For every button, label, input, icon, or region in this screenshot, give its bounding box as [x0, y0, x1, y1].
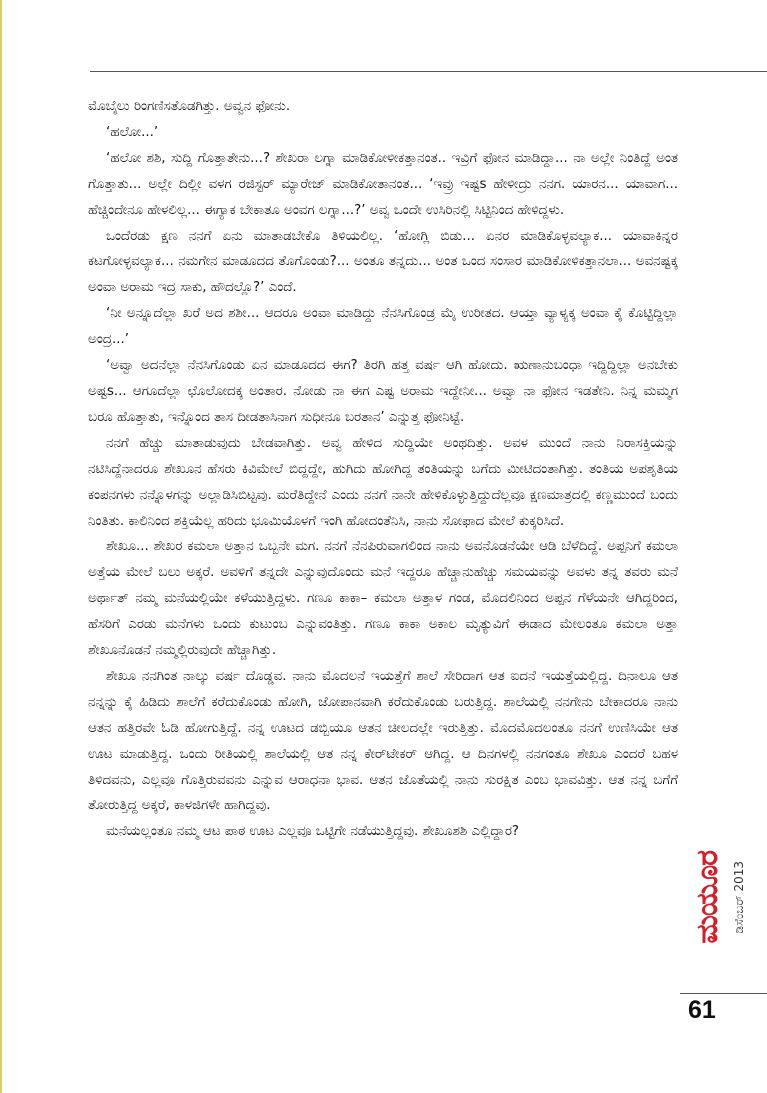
article-paragraph: ಶೇಖೂ... ಶೇಖರ ಕಮಲಾ ಅತ್ತಾನ ಒಬ್ಬನೇ ಮಗ. ನನಗೆ ನೆನಪಿರುವಾಗಲಿಂದ ನಾನು ಅವನೊಡನೆಯೇ ಆಡಿ ಬೆಳೆದಿದ್ದೆ. ಅಪ್ಪನಿಗೆ ಕಮಲಾ ಅತ್ತೆಯ ಮೇಲೆ ಬಲು ಅಕ್ಕರೆ. ಅವಳಿಗೆ ತನ್ನದೇ ಎನ್ನುವುದೊಂದು ಮನೆ ಇದ್ದರೂ ಹೆಚ್ಚಾನುಹೆಚ್ಚು ಸಮಯವನ್ನು ಅವಳು ತನ್ನ ತವರು ಮನೆ ಅರ್ಥಾತ್ ನಮ್ಮ ಮನೆಯಲ್ಲಿಯೇ ಕಳೆಯುತ್ತಿದ್ದಳು. ಗಣೂ ಕಾಕಾ– ಕಮಲಾ ಅತ್ತಾಳ ಗಂಡ, ಮೊದಲಿನಿಂದ ಅಪ್ಪನ ಗೆಳೆಯನೇ ಆಗಿದ್ದರಿಂದ, ಹೆಸರಿಗೆ ಎರಡು ಮನೆಗಳು ಒಂದು ಕುಟುಂಬ ಎನ್ನುವಂತಿತ್ತು. ಗಣೂ ಕಾಕಾ ಅಕಾಲ ಮೃತ್ಯುವಿಗೆ ಈಡಾದ ಮೇಲಂತೂ ಕಮಲಾ ಅತ್ತಾ ಶೇಖೂನೊಡನೆ ನಮ್ಮಲ್ಲಿರುವುದೇ ಹೆಚ್ಚಾಗಿತ್ತು. [88, 539, 678, 659]
article-paragraph: ‘ಹಲೋ ಶಶಿ, ಸುದ್ದಿ ಗೊತ್ತಾತೇನು...? ಶೇಖರಾ ಲಗ್ನಾ ಮಾಡಿಕೋಳೀಕತ್ತಾನಂತ.. ಇವ್ರಿಗೆ ಫೋನ ಮಾಡಿದ್ದಾ... ನಾ ಅಲ್ಲೇ ನಿಂತಿದ್ದೆ ಅಂತ ಗೊತ್ತಾತು... ಅಲ್ಲೇ ದಿಲ್ಲೀ ವಳಗ ರಜಿಸ್ಟರ್ ಮ್ಯಾರೇಜ್ ಮಾಡಿಕೋತಾನಂತ... ‘ಇವ್ರು ಇಷ್ಟs ಹೇಳೀದ್ರು ನನಗ. ಯಾರನ... ಯಾವಾಗ... ಹೆಚ್ಚಿಂದೇನೂ ಹೇಳಲಿಲ್ಲ... ಈಗ್ಯಾಕ ಬೇಕಾತೂ ಅಂವಗ ಲಗ್ನಾ...?’ ಅವ್ವ ಒಂದೇ ಉಸಿರಿನಲ್ಲಿ ಸಿಟ್ಟಿನಿಂದ ಹೇಳಿದ್ದಳು. [88, 150, 678, 218]
magazine-logo [690, 812, 724, 982]
page-number: 61 [688, 996, 716, 1024]
article-paragraph: ಒಂದೆರಡು ಕ್ಷಣ ನನಗೆ ಏನು ಮಾತಾಡಬೇಕೊ ತಿಳಿಯಲಿಲ್ಲ. ‘ಹೋಗ್ಲಿ ಬಿಡು... ಏನರ ಮಾಡಿಕೊಳ್ಳವಲ್ಯಾಕ... ಯಾವಾಕಿನ್ನರ ಕಟಗೋಳ್ಳವಲ್ಯಾಕ... ನಮಗೇನ ಮಾಡೂದದ ತೊಗೊಂಡು?... ಅಂತೂ ತನ್ನದು... ಅಂತ ಒಂದ ಸಂಸಾರ ಮಾಡಿಕೋಳಿಕತ್ತಾನಲಾ... ಅವನಷ್ಟಕ್ಕ ಅಂವಾ ಅರಾಮ ಇದ್ರ ಸಾಕು, ಹೌದಲ್ಲೊ?’ ಎಂದೆ. [88, 228, 678, 296]
article-paragraph: ‘ಅವ್ವಾ ಅದನೆಲ್ಲಾ ನೆನಸಿಗೊಂಡು ಏನ ಮಾಡೂದದ ಈಗ? ತಿರಗಿ ಹತ್ತ ವರ್ಷ ಆಗಿ ಹೋದು. ಋಣಾನುಬಂಧಾ ಇದ್ದಿದ್ದಿಲ್ಲಾ ಅನಬೇಕು ಅಷ್ಟs... ಆಗೂದೆಲ್ಲಾ ಛೊಲೋದಕ್ಕ ಅಂತಾರ. ನೋಡು ನಾ ಈಗ ಎಷ್ಟ ಅರಾಮ ಇದ್ದೇನೀ... ಅವ್ವಾ ನಾ ಫೋನ ಇಡತೇನಿ. ನಿನ್ನ ಮಮ್ಮಗ ಬರೂ ಹೊತ್ತಾತು, ಇನ್ನೊಂದ ತಾಸ ದೀಡತಾಸಿನಾಗ ಸುಧೀನೂ ಬರತಾನ’ ಎನ್ನುತ್ತ ಫೋನಿಟ್ಟೆ. [88, 358, 678, 425]
article-body [88, 94, 678, 845]
article-paragraph: ಮನೆಯಲ್ಲಂತೂ ನಮ್ಮ ಆಟ ಪಾಠ ಊಟ ಎಲ್ಲವೂ ಒಟ್ಟಿಗೇ ನಡೆಯುತ್ತಿದ್ದವು. ಶೇಖೂಶಶಿ ಎಲ್ಲಿದ್ದಾರ? [106, 824, 520, 840]
magazine-name: ಮಯೂರ [689, 850, 725, 944]
article-paragraph: ಮೊಬೈಲು ರಿಂಗಣಿಸತೊಡಗಿತ್ತು. ಅವ್ವನ ಫೋನು. [88, 99, 291, 114]
article-paragraph: ನನಗೆ ಹೆಚ್ಚು ಮಾತಾಡುವುದು ಬೇಡವಾಗಿತ್ತು. ಅವ್ವ ಹೇಳಿದ ಸುದ್ದಿಯೇ ಅಂಥದಿತ್ತು. ಅವಳ ಮುಂದೆ ನಾನು ನಿರಾಸಕ್ತಿಯನ್ನು ನಟಿಸಿದ್ದೆನಾದರೂ ಶೇಖೂನ ಹೆಸರು ಕಿವಿಮೇಲೆ ಬಿದ್ದದ್ದೇ, ಹುಗಿದು ಹೋಗಿದ್ದ ತಂತಿಯನ್ನು ಬಗೆದು ಮೀಟಿದಂತಾಗಿತ್ತು. ತಂತಿಯ ಅಪಶೃತಿಯ ಕಂಪನಗಳು ನನ್ನೊಳಗನ್ನು ಅಲ್ಲಾಡಿಸಿಬಿಟ್ಟವು. ಮರೆತಿದ್ದೇನೆ ಎಂದು ನನಗೆ ನಾನೇ ಹೇಳಿಕೊಳ್ಳುತ್ತಿದ್ದುದೆಲ್ಲವೂ ಕ್ಷಣಮಾತ್ರದಲ್ಲಿ ಕಣ್ಣಮುಂದೆ ಬಂದು ನಿಂತಿತು. ಕಾಲಿನಿಂದ ಶಕ್ತಿಯೆಲ್ಲ ಹರಿದು ಭೂಮಿಯೊಳಗೆ ಇಂಗಿ ಹೋದಂತೆನಿಸಿ, ನಾನು ಸೋಫಾದ ಮೇಲೆ ಕುಕ್ಕರಿಸಿದೆ. [88, 435, 678, 529]
footer-rule [680, 993, 767, 994]
article-paragraph: ‘ಹಲೋ...’ [106, 124, 159, 140]
magazine-sidebar [690, 812, 750, 982]
issue-date [730, 812, 748, 982]
article-paragraph: ಶೇಖೂ ನನಗಿಂತ ನಾಲ್ಕು ವರ್ಷ ದೊಡ್ಡವ. ನಾನು ಮೊದಲನೆ ಇಯತ್ತೆಗೆ ಶಾಲೆ ಸೇರಿದಾಗ ಆತ ಐದನೆ ಇಯತ್ತೆಯಲ್ಲಿದ್ದ. ದಿನಾಲೂ ಆತ ನನ್ನನ್ನು ಕೈ ಹಿಡಿದು ಶಾಲೆಗೆ ಕರೆದುಕೊಂಡು ಹೋಗಿ, ಜೋಪಾನವಾಗಿ ಕರೆದುಕೊಂಡು ಬರುತ್ತಿದ್ದ. ಶಾಲೆಯಲ್ಲಿ ನನಗೇನು ಬೇಕಾದರೂ ನಾನು ಆತನ ಹತ್ತಿರವೇ ಓಡಿ ಹೋಗುತ್ತಿದ್ದೆ. ನನ್ನ ಊಟದ ಡಬ್ಬಿಯೂ ಆತನ ಚೀಲದಲ್ಲೇ ಇರುತ್ತಿತ್ತು. ಮೊದಮೊದಲಂತೂ ನನಗೆ ಉಣಿಸಿಯೇ ಆತ ಊಟ ಮಾಡುತ್ತಿದ್ದ. ಒಂದು ರೀತಿಯಲ್ಲಿ ಶಾಲೆಯಲ್ಲಿ ಆತ ನನ್ನ ಕೇರ್‌ಟೇಕರ್ ಆಗಿದ್ದ. ಆ ದಿನಗಳಲ್ಲಿ ನನಗಂತೂ ಶೇಖೂ ಎಂದರೆ ಬಹಳ ತಿಳಿದವನು, ಎಲ್ಲವೂ ಗೊತ್ತಿರುವವನು ಎನ್ನುವ ಆರಾಧನಾ ಭಾವ. ಆತನ ಜೊತೆಯಲ್ಲಿ ನಾನು ಸುರಕ್ಷಿತ ಎಂಬ ಭಾವವಿತ್ತು. ಆತ ನನ್ನ ಬಗೆಗೆ ತೋರುತ್ತಿದ್ದ ಅಕ್ಕರೆ, ಕಾಳಜಿಗಳೇ ಹಾಗಿದ್ದವು. [88, 668, 678, 814]
page-edge-strip [0, 0, 2, 1093]
header-rule [90, 71, 767, 72]
article-paragraph: ‘ನೀ ಅನ್ನೂದೆಲ್ಲಾ ಖರೆ ಅದ ಶಶೀ... ಆದರೂ ಅಂವಾ ಮಾಡಿದ್ದು ನೆನಸಿಗೊಂಡ್ರ ಮೈ ಉರೀತದ. ಆಯ್ತಾ ವ್ಯಾಳ್ಯಕ್ಕ ಅಂವಾ ಕೈ ಕೊಟ್ಟಿದ್ದಿಲ್ಲಾ ಅಂದ್ರ...’ [88, 306, 678, 348]
issue-date-text: ಡಿಸೆಂಬರ್ 2013 [732, 860, 746, 934]
